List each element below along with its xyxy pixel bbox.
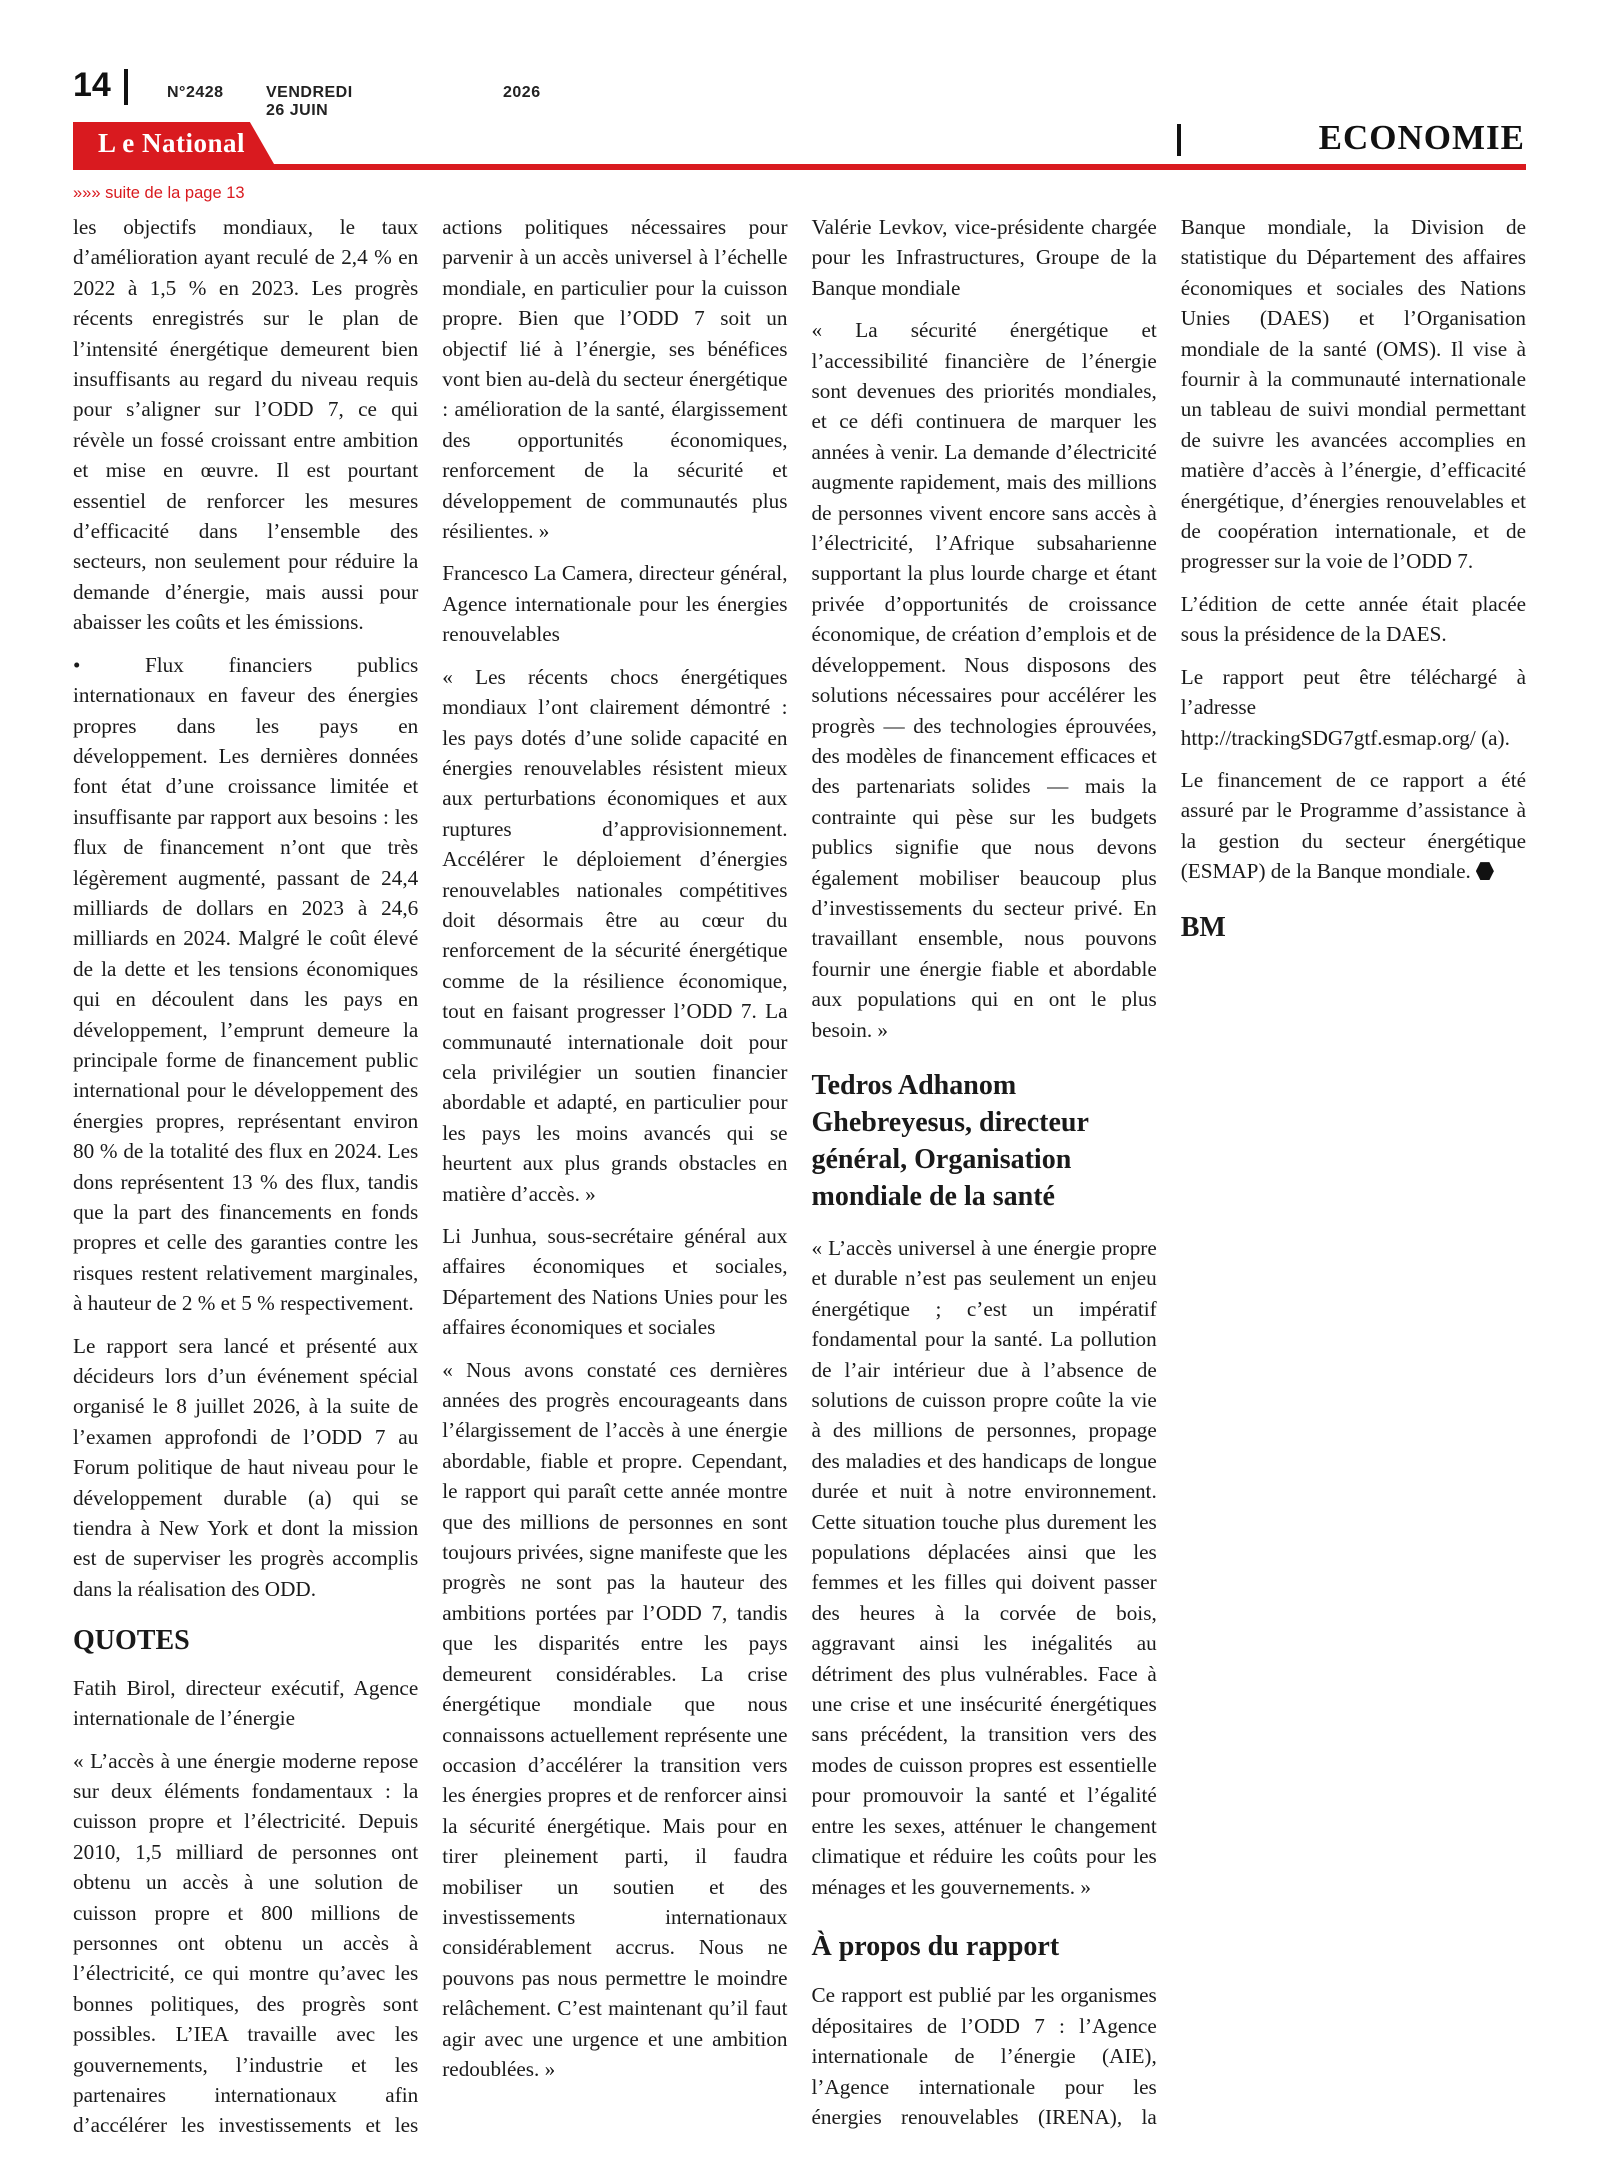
article-flow xyxy=(73,212,1526,2152)
quote-3-author: Li Junhua, sous-secrétaire général aux affaires économiques et sociales, Département des Nations Unies pour les affaires économiques et sociales xyxy=(442,1224,788,1340)
quote-1-author: Fatih Birol, directeur exécutif, Agence internationale de l’énergie xyxy=(73,1675,419,1731)
header-rule xyxy=(73,164,1526,170)
continued-from-label: »»» suite de la page 13 xyxy=(73,184,245,202)
signature: BM xyxy=(1180,911,1226,943)
quote-5-text: « L’accès universel à une énergie propre et durable n’est pas seulement un enjeu énergétique ; c’est un impératif fondamental pour la santé. La pollution de l’air intérieur due à l’absence de solutions de cuisson propre coûte la vie à des millions de personnes, propage des maladies et des handicaps de longue durée et nuit à notre environnement. Cette situation touche plus durement les populations déplacées ainsi que les femmes et les filles qui doivent passer des heures à la corvée de bois, aggravant ainsi les inégalités au détriment des plus vulnérables. Face à une crise et une insécurité énergétiques sans précédent, la transition vers des modes de cuisson propres est essentielle pour promouvoir la santé et l’égalité entre les sexes, atténuer le changement climatique et réduire les coûts pour les ménages et les gouvernements. » xyxy=(811,1235,1157,1899)
about-paragraph-3: Le rapport peut être téléchargé à l’adresse http://trackingSDG7gtf.esmap.org/ (a). xyxy=(1180,664,1526,750)
end-mark-icon xyxy=(1476,862,1494,880)
bullet-point: • xyxy=(73,652,81,677)
about-paragraph-2: L’édition de cette année était placée sous la présidence de la DAES. xyxy=(1180,591,1526,647)
page-number: 14 xyxy=(73,66,111,104)
quote-5-heading: Tedros Adhanom Ghebreyesus, directeur général, Organisation mondiale de la santé xyxy=(811,1069,1089,1212)
quote-3-text: « Nous avons constaté ces dernières années des progrès encourageants dans l’élargissement de l’accès à une énergie abordable, fiable et propre. Cependant, le rapport qui paraît cette année montre que des millions de personnes en sont toujours privées, signe manifeste que les progrès ne sont pas la hauteur des ambitions portées par l’ODD 7, tandis que les disparités entre les pays demeurent considérables. La crise énergétique mondiale que nous connaissons actuellement représente une occasion d’accélérer la transition vers les énergies propres et de renforcer ainsi la sécurité énergétique. Mais pour en tirer pleinement parti, il faudra mobiliser un soutien et des investissements internationaux considérablement accrus. Nous ne pouvons pas nous permettre le moindre relâchement. C’est maintenant qu’il faut agir avec une urgence et une ambition redoublées. » xyxy=(442,1357,788,2081)
paragraph-intensity: les objectifs mondiaux, le taux d’amélioration ayant reculé de 2,4 % en 2022 à 1,5 % en 2023. Les progrès récents enregistrés sur le plan de l’intensité énergétique demeurent bien insuffisants au regard du niveau requis pour s’aligner sur l’ODD 7, ce qui révèle un fossé croissant entre ambition et mise en œuvre. Il est pourtant essentiel de renforcer les mesures d’efficacité dans l’ensemble des secteurs, non seulement pour réduire la demande d’énergie, mais aussi pour abaisser les coûts et les émissions. xyxy=(73,215,419,635)
about-paragraph-4-text: Le financement de ce rapport a été assuré par le Programme d’assistance à la gestion du secteur énergétique (ESMAP) de la Banque mondiale. xyxy=(1180,767,1526,884)
newspaper-logo: L e National xyxy=(98,128,246,158)
about-heading: À propos du rapport xyxy=(811,1930,1060,1962)
quote-2-text: « Les récents chocs énergétiques mondiaux l’ont clairement démontré : les pays dotés d’une solide capacité en énergies renouvelables résistent mieux aux perturbations économiques et aux ruptures d’approvisionnement. Accélérer le déploiement d’énergies renouvelables nationales compétitives doit désormais être au cœur du renforcement de la sécurité énergétique comme de la résilience économique, tout en faisant progresser l’ODD 7. La communauté internationale doit pour cela privilégier un soutien financier abordable et adapté, en particulier pour les pays les moins avancés qui se heurtent aux plus grands obstacles en matière d’accès. » xyxy=(442,664,788,1206)
issue-number: N°2428 xyxy=(167,84,224,101)
quote-4-text: « La sécurité énergétique et l’accessibilité financière de l’énergie sont devenues des priorités mondiales, et ce défi continuera de marquer les années à venir. La demande d’électricité augmente rapidement, mais des millions de personnes vivent encore sans accès à l’électricité, l’Afrique subsaharienne supportant la plus lourde charge et étant privée d’opportunités de croissance économique, de création d’emplois et de développement. Nous disposons des solutions nécessaires pour accélérer les progrès — des technologies éprouvées, des modèles de financement efficaces et des partenariats solides — mais la contrainte qui pèse sur les budgets publics signifie que nous devons également mobiliser beaucoup plus d’investissements du secteur privé. En travaillant ensemble, nous pouvons fournir une énergie fiable et abordable aux populations qui en ont le plus besoin. » xyxy=(811,318,1157,1042)
about-paragraph-4 xyxy=(1181,765,1526,887)
quotes-heading: QUOTES xyxy=(73,1625,190,1657)
quote-4-author: Valérie Levkov, vice-présidente chargée pour les Infrastructures, Groupe de la Banque mondiale xyxy=(811,215,1157,300)
section-title: ECONOMIE xyxy=(1318,118,1525,157)
paragraph-launch: Le rapport sera lancé et présenté aux décideurs lors d’un événement spécial organisé le 8 juillet 2026, à la suite de l’examen approfondi de l’ODD 7 au Forum politique de haut niveau pour le développement durable (a) qui se tiendra à New York et dont la mission est de superviser les progrès accomplis dans la réalisation des ODD. xyxy=(73,1333,419,1601)
paragraph-finance-text: Flux financiers publics internationaux en faveur des énergies propres dans les pays en développement. Les dernières données font état d’une croissance limitée et insuffisante par rapport aux besoins : les flux de financement n’ont que très légèrement augmenté, passant de 24,4 milliards de dollars en 2023 à 24,6 milliards en 2024. Malgré le coût élevé de la dette et les tensions économiques qui en découlent dans les pays en développement, l’emprunt demeure la principale forme de financement public international pour le développement des énergies propres, représentant environ 80 % de la totalité des flux en 2024. Les dons représentent 13 % des flux, tandis que la part des financements en fonds propres et celle des garanties contre les risques restent relativement marginales, à hauteur de 2 % et 5 % respectivement. xyxy=(73,652,419,1316)
about-paragraph-1: Ce rapport est publié par les organismes dépositaires de l’ODD 7 : l’Agence internationale de l’énergie (AIE), l’Agence internationale pour les énergies renouvelables (IRENA), la Banque mondiale, la Division de statistique du Département des affaires économiques et sociales des Nations Unies (DAES) et l’Organisation mondiale de la santé (OMS). Il vise à fournir à la communauté internationale un tableau de suivi mondial permettant de suivre les avancées accomplies en matière d’accès à l’énergie, d’efficacité énergétique, d’énergies renouvelables et de coopération internationale, et de progresser sur la voie de l’ODD 7. xyxy=(811,215,1526,2129)
issue-year: 2026 xyxy=(503,84,541,101)
issue-date: VENDREDI 26 JUIN xyxy=(266,84,353,119)
header-divider xyxy=(124,69,128,105)
section-divider xyxy=(1177,124,1181,156)
quote-2-author: Francesco La Camera, directeur général, Agence internationale pour les énergies renouvelables xyxy=(442,561,788,647)
paragraph-finance-flows xyxy=(73,650,418,1319)
quote-1-text: « L’accès à une énergie moderne repose sur deux éléments fondamentaux : la cuisson propre et l’électricité. Depuis 2010, 1,5 milliard de personnes ont obtenu un accès à une solution de cuisson propre et 800 millions de personnes ont obtenu un accès à l’électricité, ce qui montre qu’avec les bonnes politiques, des progrès sont possibles. L’IEA travaille avec les gouvernements, l’industrie et les partenaires internationaux afin d’accélérer les investissements et les actions politiques nécessaires pour parvenir à un accès universel à l’échelle mondiale, en particulier pour la cuisson propre. Bien que l’ODD 7 soit un objectif lié à l’énergie, ses bénéfices vont bien au-delà du secteur énergétique : amélioration de la santé, élargissement des opportunités économiques, renforcement de la sécurité et développement de communautés plus résilientes. » xyxy=(73,215,788,2138)
